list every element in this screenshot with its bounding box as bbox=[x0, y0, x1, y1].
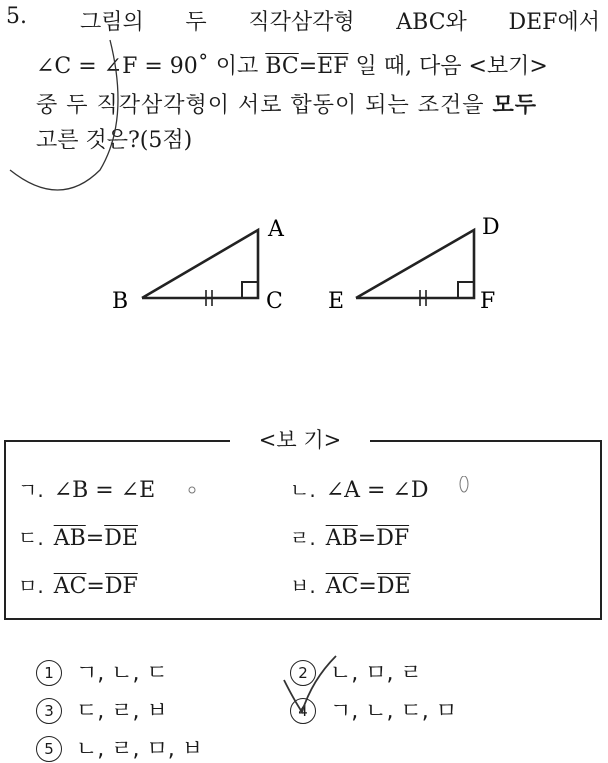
choice-number: 1 bbox=[36, 660, 62, 686]
vertex-label-f: F bbox=[480, 289, 496, 314]
triangle-def bbox=[328, 215, 500, 314]
question-text: 고른 것은?(5점) bbox=[36, 128, 193, 153]
condition-marker: ㄷ. bbox=[18, 526, 44, 550]
segment: $\overline{AC}$ bbox=[53, 574, 87, 599]
emphasis-all: 모두 bbox=[492, 92, 538, 118]
vertex-label-b: B bbox=[112, 289, 129, 314]
choice-text: ㄴ, ㅁ, ㄹ bbox=[330, 661, 422, 686]
condition-item bbox=[18, 522, 138, 551]
choice-text: ㄱ, ㄴ, ㄷ bbox=[76, 661, 168, 686]
vertex-label-e: E bbox=[328, 289, 345, 314]
choice-text: ㄷ, ㄹ, ㅂ bbox=[76, 699, 168, 724]
vertex-label-c: C bbox=[266, 289, 283, 314]
triangles-figure bbox=[100, 200, 520, 330]
examples-box-title: <보 기> bbox=[230, 424, 370, 456]
equals-sign: = bbox=[298, 54, 318, 79]
answer-choice-3[interactable] bbox=[36, 694, 168, 725]
condition-expression: ∠A = ∠D bbox=[325, 478, 429, 503]
equals-sign: = bbox=[357, 526, 377, 551]
choice-text: ㄱ, ㄴ, ㄷ, ㅁ bbox=[330, 699, 457, 724]
segment: $\overline{DE}$ bbox=[104, 526, 138, 551]
condition-marker: ㄴ. bbox=[290, 478, 316, 502]
segment: $\overline{DE}$ bbox=[376, 574, 411, 599]
condition-marker: ㅁ. bbox=[18, 574, 44, 598]
condition-marker: ㄹ. bbox=[290, 526, 316, 550]
right-angle-condition: ∠C = ∠F = 90˚ bbox=[36, 54, 209, 79]
condition-marker: ㄱ. bbox=[18, 478, 44, 502]
choice-number: 5 bbox=[36, 736, 62, 762]
segment-ef: $\overline{EF}$ bbox=[317, 54, 349, 79]
condition-item bbox=[18, 474, 155, 503]
question-text: 이고 bbox=[208, 54, 266, 79]
question-word: 직각삼각형 bbox=[248, 10, 355, 35]
choice-number: 4 bbox=[290, 698, 316, 724]
question-word: 그림의 bbox=[80, 10, 144, 35]
question-word: DEF에서 bbox=[508, 10, 600, 35]
pencil-marks bbox=[180, 476, 480, 586]
segment: $\overline{AC}$ bbox=[325, 574, 359, 599]
segment-bc: $\overline{BC}$ bbox=[265, 54, 299, 79]
condition-item bbox=[18, 570, 138, 599]
question-word: ABC와 bbox=[396, 10, 467, 35]
check-mark-icon bbox=[276, 650, 346, 720]
pencil-scribble bbox=[0, 0, 140, 220]
question-word: 두 bbox=[185, 10, 207, 35]
choice-number: 2 bbox=[290, 660, 316, 686]
segment: $\overline{AB}$ bbox=[53, 526, 86, 551]
segment: $\overline{DF}$ bbox=[376, 526, 410, 551]
answer-choice-1[interactable] bbox=[36, 656, 168, 687]
segment: $\overline{AB}$ bbox=[325, 526, 358, 551]
question-number: 5. bbox=[6, 4, 27, 29]
question-text: 일 때, 다음 <보기> bbox=[355, 54, 548, 79]
equals-sign: = bbox=[86, 574, 105, 599]
vertex-label-d: D bbox=[482, 215, 500, 240]
question-text: 중 두 직각삼각형이 서로 합동이 되는 조건을 bbox=[36, 93, 493, 118]
equals-sign: = bbox=[85, 526, 105, 551]
choice-number: 3 bbox=[36, 698, 62, 724]
answer-choice-5[interactable] bbox=[36, 732, 203, 763]
segment: $\overline{DF}$ bbox=[104, 574, 138, 599]
choice-text: ㄴ, ㄹ, ㅁ, ㅂ bbox=[76, 737, 203, 762]
question-line-1 bbox=[80, 6, 600, 40]
condition-expression: ∠B = ∠E bbox=[53, 478, 156, 503]
equals-sign: = bbox=[358, 574, 377, 599]
vertex-label-a: A bbox=[268, 217, 284, 242]
condition-marker: ㅂ. bbox=[290, 574, 316, 598]
triangle-abc bbox=[112, 217, 285, 314]
